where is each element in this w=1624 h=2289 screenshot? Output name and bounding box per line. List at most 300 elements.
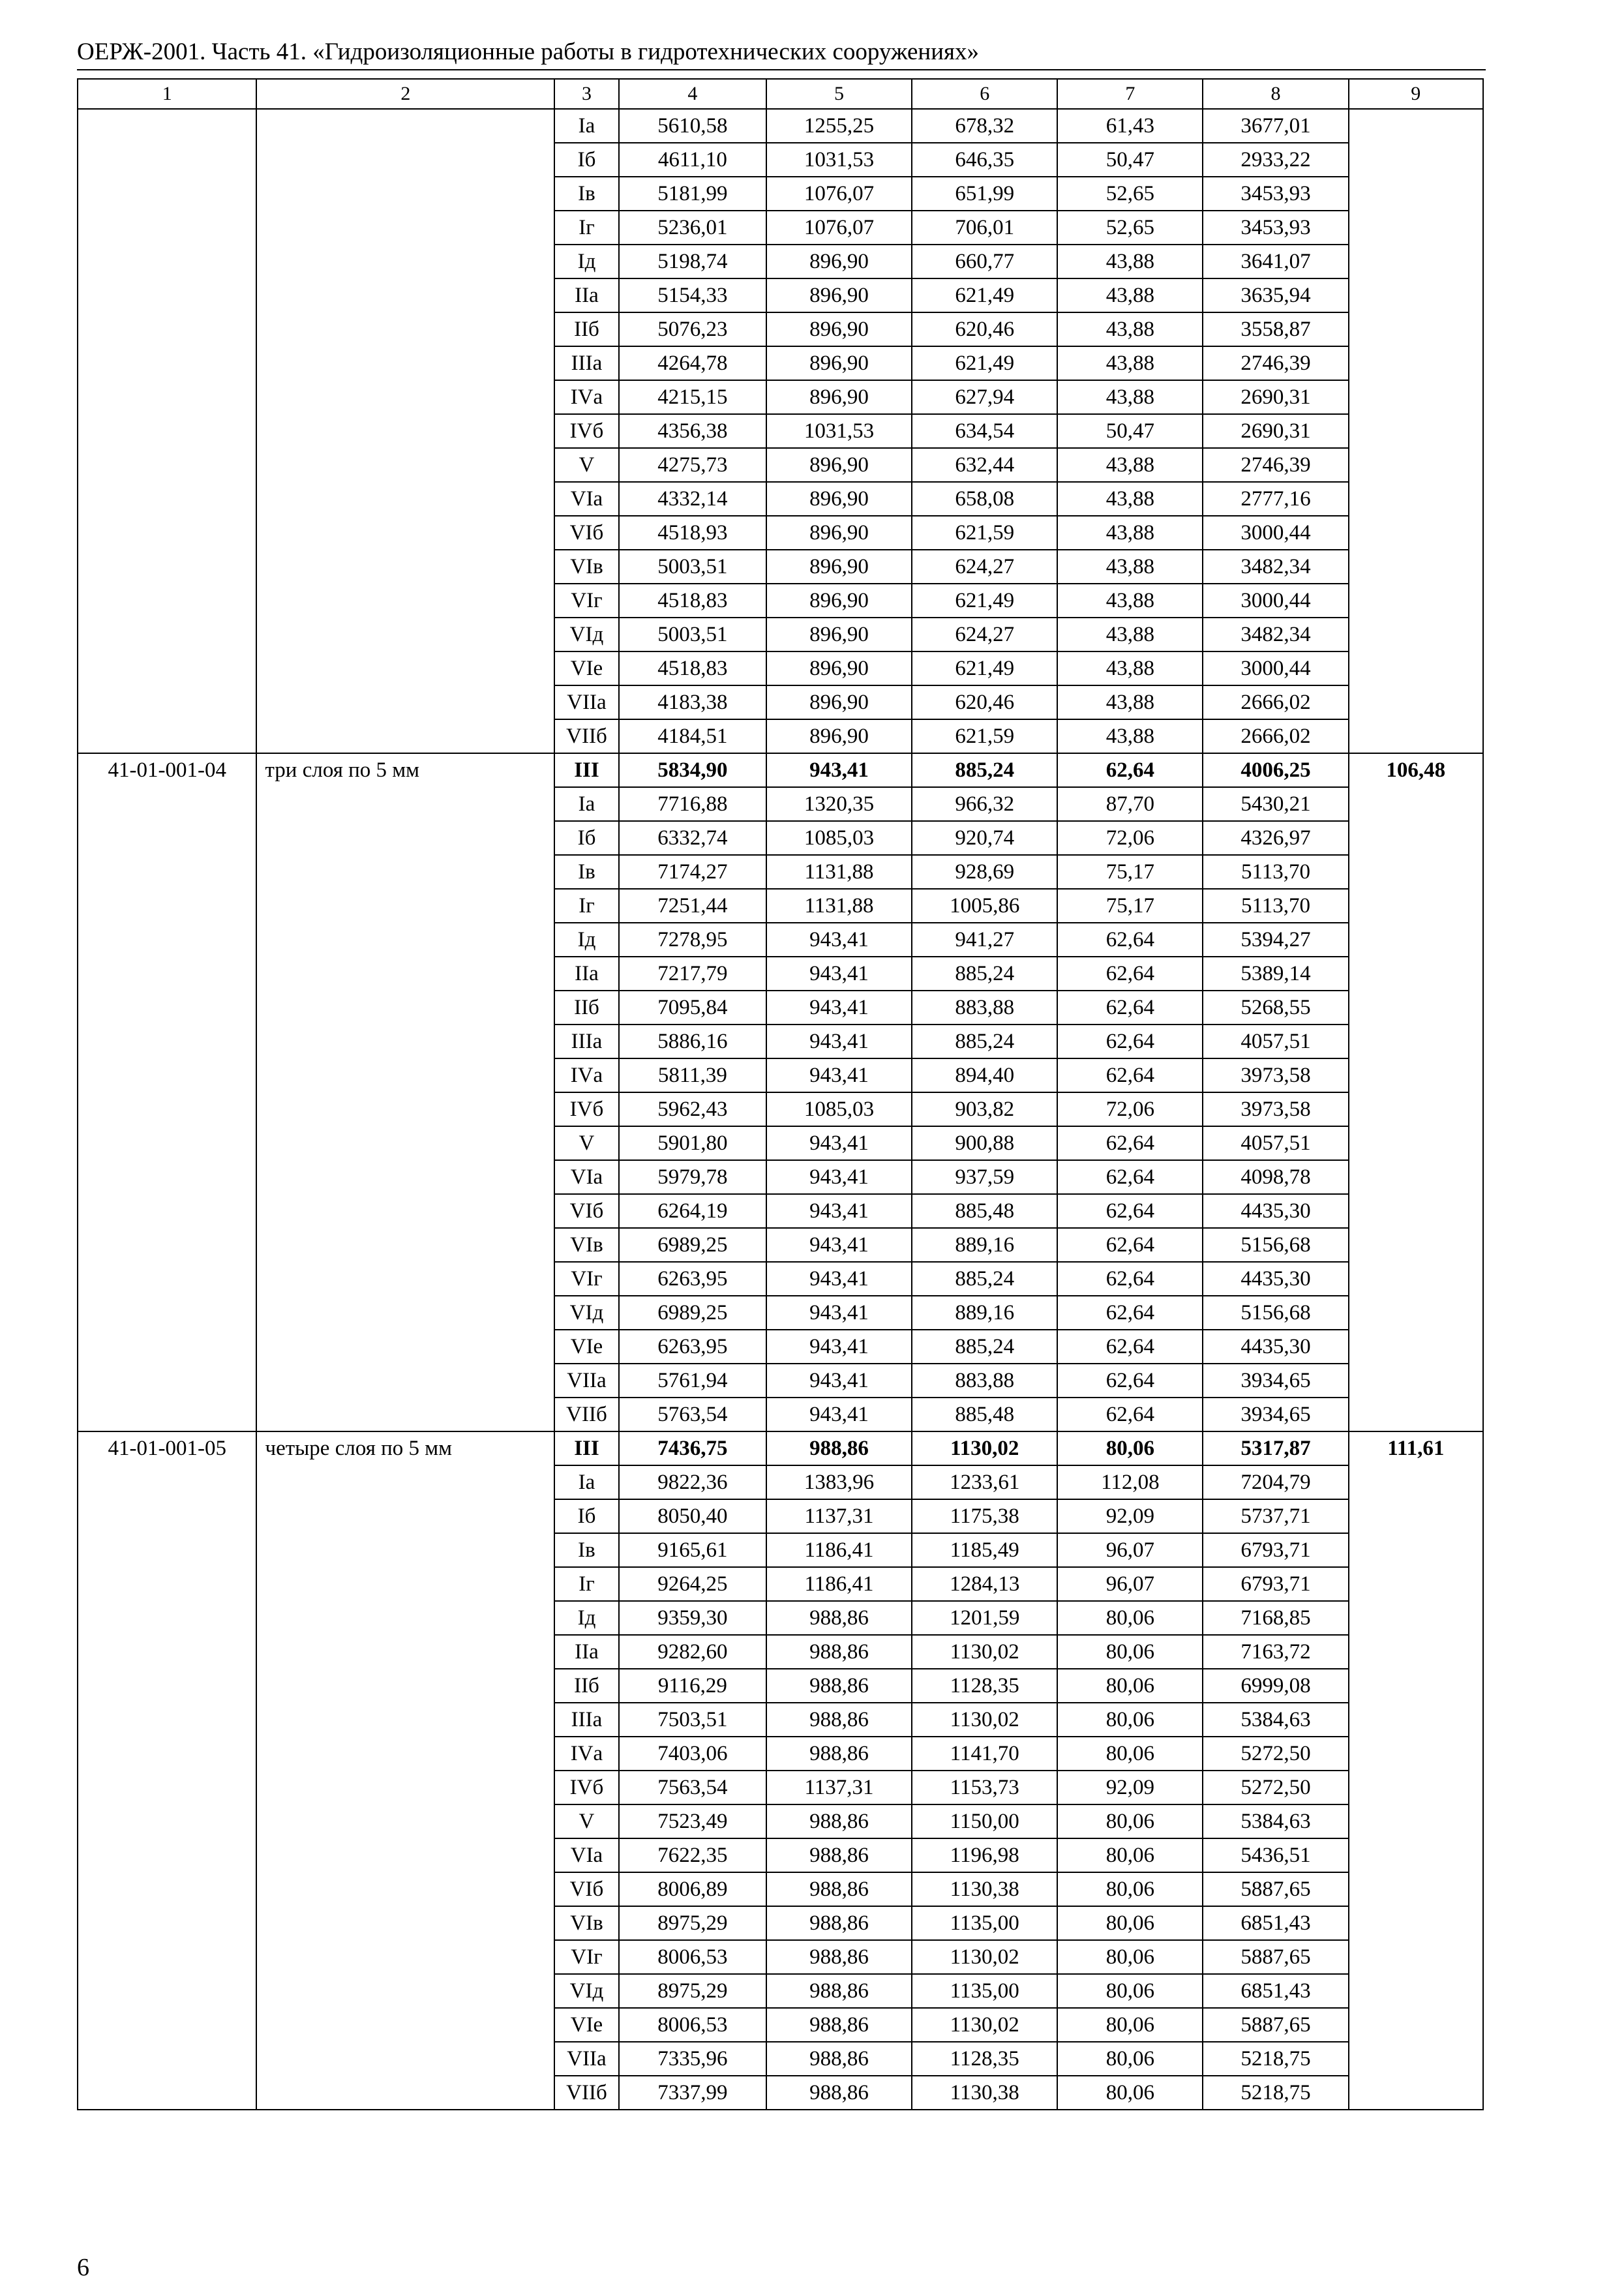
zone-cell: VIв [554,1906,618,1940]
value-cell: 7204,79 [1203,1465,1348,1499]
rate-code: 41-01-001-05 [78,1431,256,2110]
index-cell [1349,109,1483,753]
value-cell: 1201,59 [912,1601,1057,1635]
value-cell: 5156,68 [1203,1228,1348,1262]
value-cell: 43,88 [1057,685,1203,719]
value-cell: 943,41 [766,753,912,787]
value-cell: 660,77 [912,245,1057,278]
zone-cell: IIб [554,312,618,346]
value-cell: 8006,53 [619,1940,766,1974]
value-cell: 988,86 [766,1703,912,1737]
value-cell: 3482,34 [1203,618,1348,651]
value-cell: 5218,75 [1203,2076,1348,2110]
value-cell: 1128,35 [912,1669,1057,1703]
value-cell: 92,09 [1057,1499,1203,1533]
value-cell: 92,09 [1057,1771,1203,1804]
value-cell: 3677,01 [1203,109,1348,143]
value-cell: 9822,36 [619,1465,766,1499]
value-cell: 5317,87 [1203,1431,1348,1465]
zone-cell: Iб [554,1499,618,1533]
value-cell: 6989,25 [619,1228,766,1262]
zone-cell: VIе [554,1330,618,1364]
value-cell: 7168,85 [1203,1601,1348,1635]
value-cell: 3453,93 [1203,211,1348,245]
column-header: 7 [1057,79,1203,109]
value-cell: 896,90 [766,312,912,346]
value-cell: 5113,70 [1203,889,1348,923]
value-cell: 3973,58 [1203,1092,1348,1126]
value-cell: 6263,95 [619,1262,766,1296]
value-cell: 988,86 [766,1940,912,1974]
value-cell: 621,59 [912,719,1057,753]
value-cell: 624,27 [912,618,1057,651]
value-cell: 1196,98 [912,1838,1057,1872]
value-cell: 3934,65 [1203,1364,1348,1398]
value-cell: 4184,51 [619,719,766,753]
value-cell: 5076,23 [619,312,766,346]
value-cell: 8006,53 [619,2008,766,2042]
value-cell: 80,06 [1057,1737,1203,1771]
value-cell: 7436,75 [619,1431,766,1465]
value-cell: 5236,01 [619,211,766,245]
rate-code: 41-01-001-04 [78,753,256,1431]
value-cell: 1150,00 [912,1804,1057,1838]
value-cell: 80,06 [1057,1838,1203,1872]
value-cell: 5003,51 [619,550,766,584]
value-cell: 885,48 [912,1194,1057,1228]
zone-cell: Iа [554,787,618,821]
zone-cell: IVа [554,1058,618,1092]
value-cell: 3934,65 [1203,1398,1348,1431]
value-cell: 4215,15 [619,380,766,414]
value-cell: 80,06 [1057,1940,1203,1974]
column-header: 5 [766,79,912,109]
value-cell: 943,41 [766,1160,912,1194]
value-cell: 988,86 [766,1669,912,1703]
value-cell: 80,06 [1057,1669,1203,1703]
value-cell: 632,44 [912,448,1057,482]
column-header: 3 [554,79,618,109]
value-cell: 5430,21 [1203,787,1348,821]
value-cell: 4183,38 [619,685,766,719]
value-cell: 1137,31 [766,1771,912,1804]
index-cell: 106,48 [1349,753,1483,1431]
value-cell: 5394,27 [1203,923,1348,957]
value-cell: 5156,68 [1203,1296,1348,1330]
value-cell: 8975,29 [619,1906,766,1940]
value-cell: 62,64 [1057,1262,1203,1296]
value-cell: 2933,22 [1203,143,1348,177]
value-cell: 80,06 [1057,2042,1203,2076]
zone-cell: VIд [554,1296,618,1330]
value-cell: 943,41 [766,991,912,1025]
value-cell: 920,74 [912,821,1057,855]
value-cell: 4264,78 [619,346,766,380]
value-cell: 5218,75 [1203,2042,1348,2076]
value-cell: 1255,25 [766,109,912,143]
value-cell: 80,06 [1057,1906,1203,1940]
value-cell: 7335,96 [619,2042,766,2076]
value-cell: 5886,16 [619,1025,766,1058]
value-cell: 1320,35 [766,787,912,821]
value-cell: 7523,49 [619,1804,766,1838]
value-cell: 43,88 [1057,719,1203,753]
value-cell: 988,86 [766,1737,912,1771]
value-cell: 4057,51 [1203,1126,1348,1160]
value-cell: 43,88 [1057,516,1203,550]
value-cell: 5268,55 [1203,991,1348,1025]
value-cell: 5962,43 [619,1092,766,1126]
value-cell: 5761,94 [619,1364,766,1398]
value-cell: 62,64 [1057,1025,1203,1058]
value-cell: 80,06 [1057,1635,1203,1669]
column-header: 6 [912,79,1057,109]
zone-cell: IIб [554,1669,618,1703]
value-cell: 988,86 [766,1906,912,1940]
value-cell: 883,88 [912,1364,1057,1398]
zone-cell: Iб [554,143,618,177]
value-cell: 4435,30 [1203,1330,1348,1364]
value-cell: 9359,30 [619,1601,766,1635]
value-cell: 3000,44 [1203,584,1348,618]
value-cell: 1186,41 [766,1533,912,1567]
zone-cell: VIIа [554,2042,618,2076]
value-cell: 4435,30 [1203,1194,1348,1228]
zone-cell: IVа [554,380,618,414]
value-cell: 4098,78 [1203,1160,1348,1194]
value-cell: 7174,27 [619,855,766,889]
value-cell: 7403,06 [619,1737,766,1771]
value-cell: 87,70 [1057,787,1203,821]
zone-cell: IIIа [554,1025,618,1058]
value-cell: 43,88 [1057,550,1203,584]
zone-cell: Iд [554,1601,618,1635]
zone-cell: IVа [554,1737,618,1771]
value-cell: 80,06 [1057,1974,1203,2008]
value-cell: 2777,16 [1203,482,1348,516]
zone-cell: Iд [554,923,618,957]
value-cell: 988,86 [766,1431,912,1465]
rate-code [78,109,256,753]
value-cell: 937,59 [912,1160,1057,1194]
zone-cell: VIе [554,651,618,685]
value-cell: 72,06 [1057,821,1203,855]
value-cell: 6999,08 [1203,1669,1348,1703]
zone-cell: VIг [554,1262,618,1296]
zone-cell: V [554,1126,618,1160]
value-cell: 5887,65 [1203,1872,1348,1906]
zone-cell: Iг [554,889,618,923]
value-cell: 1135,00 [912,1906,1057,1940]
zone-cell: Iв [554,855,618,889]
value-cell: 1130,38 [912,2076,1057,2110]
value-cell: 2666,02 [1203,719,1348,753]
work-description: четыре слоя по 5 мм [256,1431,554,2110]
value-cell: 941,27 [912,923,1057,957]
header-divider [77,69,1486,70]
value-cell: 896,90 [766,516,912,550]
zone-cell: Iб [554,821,618,855]
value-cell: 4275,73 [619,448,766,482]
value-cell: 621,49 [912,346,1057,380]
value-cell: 62,64 [1057,1126,1203,1160]
value-cell: 1175,38 [912,1499,1057,1533]
value-cell: 50,47 [1057,414,1203,448]
value-cell: 6851,43 [1203,1906,1348,1940]
value-cell: 7622,35 [619,1838,766,1872]
value-cell: 80,06 [1057,1431,1203,1465]
value-cell: 5887,65 [1203,2008,1348,2042]
value-cell: 5384,63 [1203,1804,1348,1838]
value-cell: 62,64 [1057,923,1203,957]
value-cell: 3558,87 [1203,312,1348,346]
value-cell: 1130,02 [912,2008,1057,2042]
value-cell: 4435,30 [1203,1262,1348,1296]
value-cell: 1085,03 [766,821,912,855]
value-cell: 2746,39 [1203,448,1348,482]
value-cell: 1076,07 [766,211,912,245]
zone-cell: VIIа [554,685,618,719]
zone-cell: VIд [554,618,618,651]
value-cell: 6989,25 [619,1296,766,1330]
value-cell: 4518,83 [619,651,766,685]
value-cell: 5181,99 [619,177,766,211]
value-cell: 1128,35 [912,2042,1057,2076]
value-cell: 621,49 [912,584,1057,618]
value-cell: 9264,25 [619,1567,766,1601]
value-cell: 62,64 [1057,957,1203,991]
value-cell: 1141,70 [912,1737,1057,1771]
value-cell: 943,41 [766,1364,912,1398]
value-cell: 5003,51 [619,618,766,651]
table-row [78,109,1483,143]
value-cell: 966,32 [912,787,1057,821]
value-cell: 7217,79 [619,957,766,991]
value-cell: 5887,65 [1203,1940,1348,1974]
zone-cell: IVб [554,1771,618,1804]
value-cell: 7716,88 [619,787,766,821]
value-cell: 7337,99 [619,2076,766,2110]
value-cell: 7278,95 [619,923,766,957]
value-cell: 9116,29 [619,1669,766,1703]
value-cell: 6264,19 [619,1194,766,1228]
value-cell: 4057,51 [1203,1025,1348,1058]
value-cell: 80,06 [1057,2076,1203,2110]
value-cell: 903,82 [912,1092,1057,1126]
value-cell: 896,90 [766,245,912,278]
value-cell: 943,41 [766,957,912,991]
value-cell: 621,59 [912,516,1057,550]
value-cell: 943,41 [766,1296,912,1330]
value-cell: 1186,41 [766,1567,912,1601]
value-cell: 4326,97 [1203,821,1348,855]
zone-cell: VIд [554,1974,618,2008]
value-cell: 6793,71 [1203,1567,1348,1601]
value-cell: 50,47 [1057,143,1203,177]
value-cell: 896,90 [766,584,912,618]
zone-cell: III [554,1431,618,1465]
value-cell: 621,49 [912,651,1057,685]
value-cell: 43,88 [1057,278,1203,312]
value-cell: 988,86 [766,1872,912,1906]
price-table [77,78,1484,2110]
value-cell: 1233,61 [912,1465,1057,1499]
zone-cell: IIа [554,278,618,312]
value-cell: 62,64 [1057,753,1203,787]
value-cell: 43,88 [1057,380,1203,414]
value-cell: 885,48 [912,1398,1057,1431]
value-cell: 2690,31 [1203,380,1348,414]
value-cell: 621,49 [912,278,1057,312]
value-cell: 5154,33 [619,278,766,312]
zone-cell: Iг [554,211,618,245]
value-cell: 889,16 [912,1296,1057,1330]
value-cell: 2746,39 [1203,346,1348,380]
zone-cell: VIIа [554,1364,618,1398]
zone-cell: Iв [554,1533,618,1567]
value-cell: 4356,38 [619,414,766,448]
zone-cell: VIб [554,1872,618,1906]
zone-cell: IIб [554,991,618,1025]
value-cell: 5272,50 [1203,1737,1348,1771]
value-cell: 62,64 [1057,1364,1203,1398]
value-cell: 894,40 [912,1058,1057,1092]
value-cell: 896,90 [766,618,912,651]
value-cell: 62,64 [1057,1398,1203,1431]
value-cell: 62,64 [1057,1058,1203,1092]
value-cell: 3453,93 [1203,177,1348,211]
zone-cell: Iг [554,1567,618,1601]
value-cell: 5272,50 [1203,1771,1348,1804]
work-description [256,109,554,753]
value-cell: 4332,14 [619,482,766,516]
value-cell: 988,86 [766,1838,912,1872]
value-cell: 1130,38 [912,1872,1057,1906]
value-cell: 5834,90 [619,753,766,787]
value-cell: 1131,88 [766,889,912,923]
zone-cell: III [554,753,618,787]
value-cell: 2690,31 [1203,414,1348,448]
zone-cell: Iа [554,1465,618,1499]
value-cell: 896,90 [766,685,912,719]
work-description: три слоя по 5 мм [256,753,554,1431]
value-cell: 2666,02 [1203,685,1348,719]
value-cell: 4611,10 [619,143,766,177]
value-cell: 1153,73 [912,1771,1057,1804]
zone-cell: V [554,448,618,482]
value-cell: 624,27 [912,550,1057,584]
zone-cell: V [554,1804,618,1838]
value-cell: 620,46 [912,685,1057,719]
value-cell: 3973,58 [1203,1058,1348,1092]
column-header: 8 [1203,79,1348,109]
zone-cell: IIIа [554,1703,618,1737]
value-cell: 7563,54 [619,1771,766,1804]
table-body [78,109,1483,2110]
value-cell: 5763,54 [619,1398,766,1431]
value-cell: 72,06 [1057,1092,1203,1126]
value-cell: 6332,74 [619,821,766,855]
value-cell: 646,35 [912,143,1057,177]
value-cell: 634,54 [912,414,1057,448]
zone-cell: VIIб [554,1398,618,1431]
column-header: 2 [256,79,554,109]
value-cell: 3635,94 [1203,278,1348,312]
value-cell: 885,24 [912,753,1057,787]
value-cell: 62,64 [1057,1194,1203,1228]
value-cell: 896,90 [766,482,912,516]
value-cell: 896,90 [766,278,912,312]
value-cell: 896,90 [766,719,912,753]
value-cell: 75,17 [1057,855,1203,889]
zone-cell: IIа [554,957,618,991]
value-cell: 5384,63 [1203,1703,1348,1737]
value-cell: 96,07 [1057,1533,1203,1567]
value-cell: 5436,51 [1203,1838,1348,1872]
value-cell: 1130,02 [912,1431,1057,1465]
value-cell: 5811,39 [619,1058,766,1092]
value-cell: 988,86 [766,1804,912,1838]
value-cell: 943,41 [766,923,912,957]
zone-cell: VIб [554,516,618,550]
value-cell: 1085,03 [766,1092,912,1126]
index-cell: 111,61 [1349,1431,1483,2110]
value-cell: 988,86 [766,1601,912,1635]
value-cell: 62,64 [1057,1330,1203,1364]
value-cell: 52,65 [1057,177,1203,211]
zone-cell: Iд [554,245,618,278]
value-cell: 7251,44 [619,889,766,923]
value-cell: 43,88 [1057,651,1203,685]
value-cell: 943,41 [766,1194,912,1228]
value-cell: 112,08 [1057,1465,1203,1499]
zone-cell: IIа [554,1635,618,1669]
value-cell: 1130,02 [912,1940,1057,1974]
value-cell: 988,86 [766,1635,912,1669]
value-cell: 4518,83 [619,584,766,618]
column-header: 9 [1349,79,1483,109]
value-cell: 988,86 [766,2076,912,2110]
value-cell: 3000,44 [1203,651,1348,685]
page-header-title: ОЕРЖ-2001. Часть 41. «Гидроизоляционные работы в гидротехнических сооружениях» [77,38,980,65]
value-cell: 43,88 [1057,245,1203,278]
value-cell: 706,01 [912,211,1057,245]
zone-cell: IVб [554,1092,618,1126]
value-cell: 8050,40 [619,1499,766,1533]
value-cell: 43,88 [1057,448,1203,482]
table-row [78,753,1483,787]
value-cell: 620,46 [912,312,1057,346]
value-cell: 8975,29 [619,1974,766,2008]
value-cell: 62,64 [1057,1160,1203,1194]
value-cell: 896,90 [766,550,912,584]
value-cell: 885,24 [912,1330,1057,1364]
value-cell: 43,88 [1057,312,1203,346]
value-cell: 6793,71 [1203,1533,1348,1567]
value-cell: 678,32 [912,109,1057,143]
value-cell: 5979,78 [619,1160,766,1194]
value-cell: 928,69 [912,855,1057,889]
value-cell: 1131,88 [766,855,912,889]
zone-cell: Iа [554,109,618,143]
value-cell: 5610,58 [619,109,766,143]
zone-cell: VIв [554,1228,618,1262]
value-cell: 62,64 [1057,1228,1203,1262]
value-cell: 988,86 [766,1974,912,2008]
value-cell: 943,41 [766,1228,912,1262]
value-cell: 885,24 [912,1025,1057,1058]
value-cell: 1185,49 [912,1533,1057,1567]
